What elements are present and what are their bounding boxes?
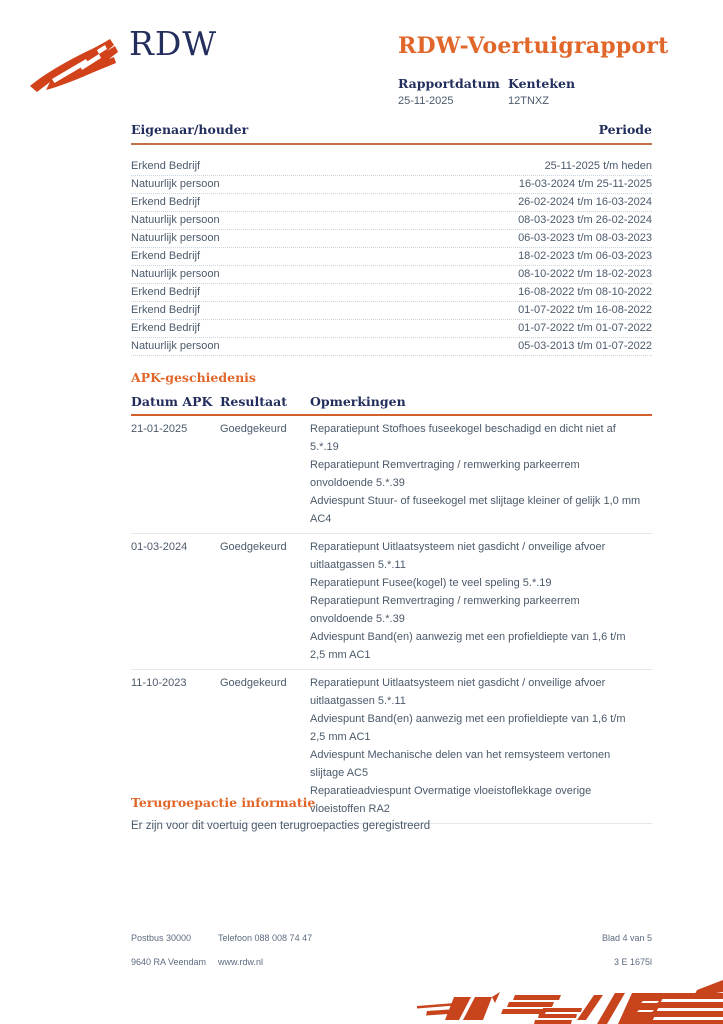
rdw-logo-wordmark: RDW [129,24,218,63]
apk-remarks [310,538,642,664]
speed-lines-decoration-icon [391,978,723,1024]
apk-history-section [131,370,652,824]
owner-row [131,248,652,266]
owners-section [131,122,652,356]
owners-table-rows [131,158,652,356]
apk-result: Goedgekeurd [220,677,287,689]
owner-type: Natuurlijk persoon [131,232,220,244]
owner-row [131,266,652,284]
apk-remark-line: Reparatiepunt Uitlaatsysteem niet gasdicht / onveilige afvoer uitlaatgassen 5.*.11 [310,541,606,571]
apk-row [131,534,652,670]
report-meta [398,76,576,107]
owner-type: Erkend Bedrijf [131,250,201,262]
apk-remark-line: Reparatiepunt Stofhoes fuseekogel beschadigd en dicht niet af 5.*.19 [310,423,616,453]
footer-phone: Telefoon 088 008 74 47 [218,933,313,943]
recall-section [131,795,652,834]
report-date-block [398,76,500,107]
page-title: RDW-Voertuigrapport [398,33,669,59]
apk-col-remarks: Opmerkingen [310,394,406,409]
recall-section-title: Terugroepactie informatie [131,795,316,810]
rdw-wing-logo-icon [28,36,120,94]
owner-row [131,284,652,302]
owner-period: 06-03-2023 t/m 08-03-2023 [518,232,652,244]
owner-row [131,338,652,356]
report-date-value: 25-11-2025 [398,95,454,107]
owner-period: 05-03-2013 t/m 01-07-2022 [518,340,652,352]
owner-period: 01-07-2022 t/m 01-07-2022 [518,322,652,334]
apk-result: Goedgekeurd [220,541,287,553]
owner-period: 18-02-2023 t/m 06-03-2023 [518,250,652,262]
footer-address-line2: 9640 RA Veendam [131,957,207,967]
page-footer [131,932,652,968]
owner-period: 08-03-2023 t/m 26-02-2024 [518,214,652,226]
owner-period: 16-08-2022 t/m 08-10-2022 [518,286,652,298]
apk-remark-line: Adviespunt Band(en) aanwezig met een profieldiepte van 1,6 t/m 2,5 mm AC1 [310,631,626,661]
owner-period: 16-03-2024 t/m 25-11-2025 [518,178,652,190]
owner-type: Erkend Bedrijf [131,304,201,316]
recall-text: Er zijn voor dit voertuig geen terugroepacties geregistreerd [131,820,431,832]
owner-row [131,212,652,230]
owners-table-header [131,122,652,145]
license-plate-block [508,76,575,107]
owner-row [131,302,652,320]
footer-address-line1: Postbus 30000 [131,933,192,943]
apk-remark-line: Reparatiepunt Remvertraging / remwerking parkeerrem onvoldoende 5.*.39 [310,595,580,625]
apk-remark-line: Adviespunt Stuur- of fuseekogel met slijtage kleiner of gelijk 1,0 mm AC4 [310,495,641,525]
footer-address [131,932,218,968]
owner-period: 08-10-2022 t/m 18-02-2023 [518,268,652,280]
owner-type: Natuurlijk persoon [131,268,220,280]
apk-remark-line: Adviespunt Mechanische delen van het remsysteem vertonen slijtage AC5 [310,749,611,779]
owner-type: Erkend Bedrijf [131,196,201,208]
owner-row [131,194,652,212]
apk-date: 01-03-2024 [131,541,188,553]
apk-section-title: APK-geschiedenis [131,370,256,385]
apk-col-date: Datum APK [131,394,213,409]
owners-col-owner: Eigenaar/houder [131,122,249,137]
apk-result: Goedgekeurd [220,423,287,435]
apk-remarks [310,420,642,528]
owner-type: Erkend Bedrijf [131,160,201,172]
footer-page-info [532,932,652,968]
apk-table-rows [131,416,652,824]
apk-remark-line: Reparatiepunt Uitlaatsysteem niet gasdicht / onveilige afvoer uitlaatgassen 5.*.11 [310,677,606,707]
apk-remark-line: Reparatiepunt Remvertraging / remwerking parkeerrem onvoldoende 5.*.39 [310,459,580,489]
owner-type: Natuurlijk persoon [131,178,220,190]
apk-table-header [131,394,652,416]
apk-date: 11-10-2023 [131,677,187,689]
footer-page-number: Blad 4 van 5 [601,933,652,943]
license-plate-value: 12TNXZ [508,95,549,107]
owner-row [131,176,652,194]
owner-period: 25-11-2025 t/m heden [544,160,652,172]
owner-row [131,320,652,338]
apk-remark-line: Reparatieadviespunt Overmatige vloeistoflekkage overige vloeistoffen RA2 [310,785,592,815]
apk-row [131,416,652,534]
owner-period: 01-07-2022 t/m 16-08-2022 [518,304,652,316]
owner-period: 26-02-2024 t/m 16-03-2024 [518,196,652,208]
footer-website-link[interactable]: www.rdw.nl [218,957,264,967]
license-plate-label: Kenteken [508,76,576,91]
footer-contact [218,932,532,968]
apk-remark-line: Adviespunt Band(en) aanwezig met een profieldiepte van 1,6 t/m 2,5 mm AC1 [310,713,626,743]
owner-type: Erkend Bedrijf [131,286,201,298]
footer-form-code: 3 E 1675l [613,957,652,967]
owner-row [131,230,652,248]
owner-type: Natuurlijk persoon [131,214,220,226]
apk-remark-line: Reparatiepunt Fusee(kogel) te veel speling 5.*.19 [310,577,552,589]
owner-type: Natuurlijk persoon [131,340,220,352]
owner-type: Erkend Bedrijf [131,322,201,334]
apk-col-result: Resultaat [220,394,287,409]
owners-col-period: Periode [598,122,652,137]
owner-row [131,158,652,176]
report-date-label: Rapportdatum [398,76,500,91]
apk-date: 21-01-2025 [131,423,188,435]
